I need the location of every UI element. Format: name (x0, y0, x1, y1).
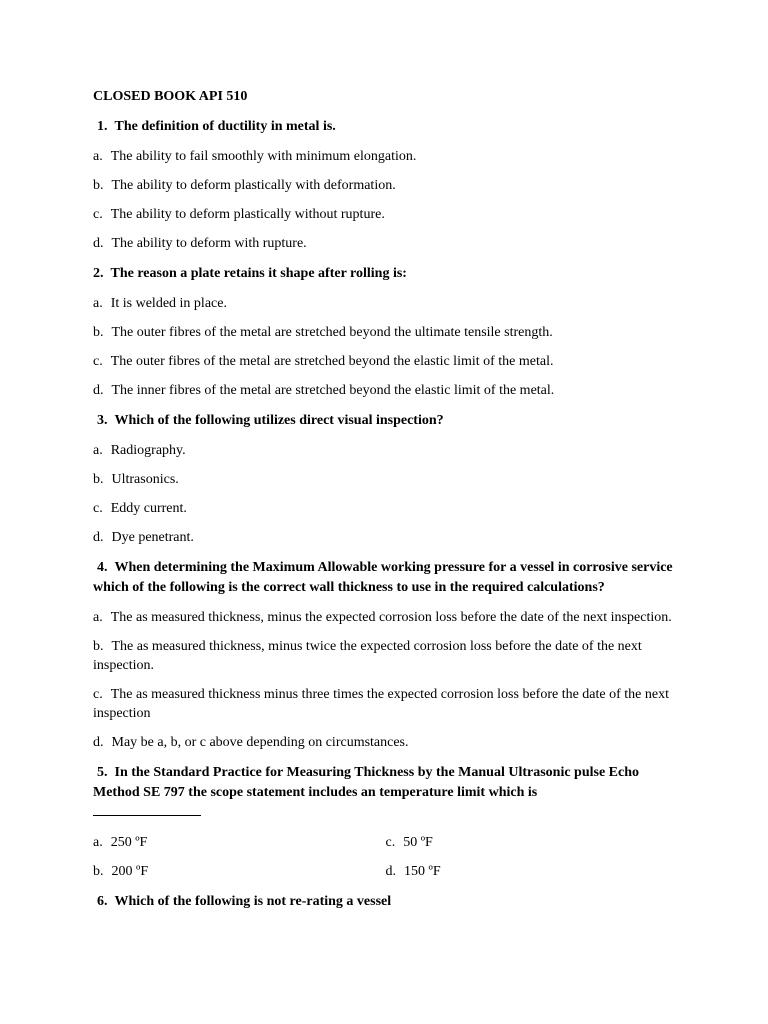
option-4a (93, 608, 678, 627)
question-number: 1. (97, 119, 108, 134)
option-letter: c. (93, 501, 103, 516)
option-1b (93, 176, 678, 195)
question-number: 2. (93, 266, 104, 281)
option-letter: b. (93, 178, 104, 193)
option-text: May be a, b, or c above depending on circumstances. (111, 735, 409, 750)
option-text: Ultrasonics. (111, 472, 179, 487)
option-text: Eddy current. (110, 501, 187, 516)
option-2d (93, 381, 678, 400)
option-letter: d. (93, 530, 104, 545)
question-1 (93, 117, 678, 137)
option-letter: c. (385, 835, 396, 850)
option-letter: d. (93, 735, 104, 750)
option-text: The as measured thickness, minus the expected corrosion loss before the date of the next inspection. (110, 610, 672, 625)
option-letter: a. (93, 149, 103, 164)
option-text: The as measured thickness, minus twice the expected corrosion loss before the date of the next inspection. (93, 639, 642, 673)
question-number: 3. (97, 413, 108, 428)
option-2b (93, 323, 678, 342)
option-text: 250 ºF (110, 835, 148, 850)
option-text: The ability to deform plastically with deformation. (111, 178, 396, 193)
option-row-2 (93, 862, 678, 881)
question-text: Which of the following is not re-rating a vessel (114, 894, 392, 909)
question-text: The definition of ductility in metal is. (114, 119, 336, 134)
option-1a (93, 147, 678, 166)
option-letter: a. (93, 443, 103, 458)
option-letter: c. (93, 687, 103, 702)
option-text: The outer fibres of the metal are stretched beyond the elastic limit of the metal. (110, 354, 554, 369)
question-6 (93, 892, 678, 912)
document-page (93, 88, 678, 912)
option-text: 150 ºF (404, 864, 441, 879)
option-letter: a. (93, 296, 103, 311)
question-5 (93, 763, 678, 823)
question-text: Which of the following utilizes direct visual inspection? (114, 413, 444, 428)
option-4d (93, 733, 678, 752)
option-text: The ability to fail smoothly with minimum elongation. (110, 149, 417, 164)
option-3c (93, 499, 678, 518)
option-letter: d. (93, 383, 104, 398)
option-letter: b. (93, 472, 104, 487)
option-letter: c. (93, 354, 103, 369)
option-1c (93, 205, 678, 224)
question-text: The reason a plate retains it shape after rolling is: (110, 266, 407, 281)
question-4 (93, 558, 678, 598)
option-5c (386, 833, 679, 852)
answer-blank (93, 803, 201, 816)
option-5d (386, 862, 679, 881)
question-number: 6. (97, 894, 108, 909)
option-3d (93, 528, 678, 547)
option-letter: b. (93, 639, 104, 654)
option-text: 200 ºF (111, 864, 149, 879)
option-5a (93, 833, 386, 852)
option-row-1 (93, 833, 678, 852)
option-text: 50 ºF (403, 835, 433, 850)
option-1d (93, 234, 678, 253)
question-text: When determining the Maximum Allowable working pressure for a vessel in corrosive service which of the following is the correct wall thickness to use in the required calculations? (93, 560, 673, 595)
option-text: The ability to deform with rupture. (111, 236, 307, 251)
option-letter: b. (93, 325, 104, 340)
option-letter: d. (93, 236, 104, 251)
option-2a (93, 294, 678, 313)
option-text: It is welded in place. (110, 296, 227, 311)
option-text: Radiography. (110, 443, 186, 458)
option-text: The inner fibres of the metal are stretched beyond the elastic limit of the metal. (111, 383, 555, 398)
question-number: 4. (97, 560, 108, 575)
option-4b (93, 637, 678, 675)
option-3a (93, 441, 678, 460)
option-letter: c. (93, 207, 103, 222)
option-text: The as measured thickness minus three times the expected corrosion loss before the date of the next inspection (93, 687, 669, 721)
option-text: The outer fibres of the metal are stretched beyond the ultimate tensile strength. (111, 325, 553, 340)
option-letter: d. (385, 864, 396, 879)
option-text: The ability to deform plastically without rupture. (110, 207, 385, 222)
question-number: 5. (97, 765, 108, 780)
option-2c (93, 352, 678, 371)
document-title: CLOSED BOOK API 510 (93, 89, 248, 104)
question-3 (93, 411, 678, 431)
option-4c (93, 685, 678, 723)
question-text: In the Standard Practice for Measuring Thickness by the Manual Ultrasonic pulse Echo Method SE 797 the scope statement includes an temperature limit which is (93, 765, 640, 800)
option-3b (93, 470, 678, 489)
option-text: Dye penetrant. (111, 530, 194, 545)
option-letter: a. (93, 610, 103, 625)
option-letter: a. (93, 835, 103, 850)
question-2 (93, 264, 678, 284)
option-5b (93, 862, 386, 881)
option-letter: b. (93, 864, 104, 879)
